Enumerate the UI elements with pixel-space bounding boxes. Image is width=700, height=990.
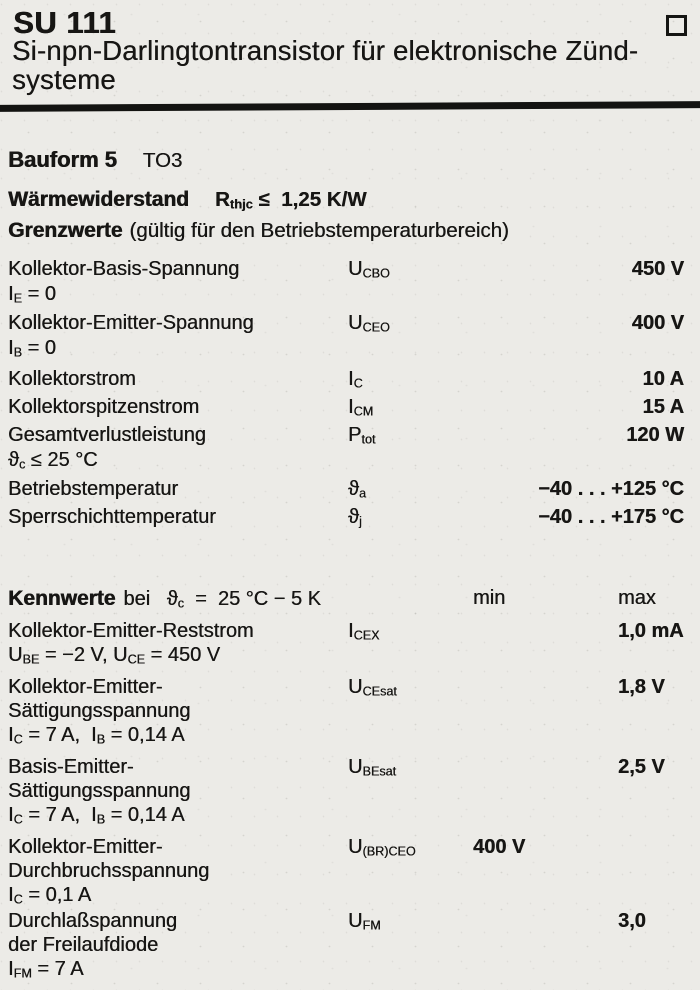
table-row <box>8 257 684 307</box>
column-header-min: min <box>473 587 506 609</box>
param-symbol: $I_{CM}$ <box>348 396 374 419</box>
param-value: 120 W <box>626 424 684 446</box>
param-label: Kollektor-Emitter- <box>8 676 163 698</box>
param-max-value: 3,0 <box>618 910 646 932</box>
param-label: Kollektor-Basis-Spannung <box>8 258 240 280</box>
thermal-resistance-line <box>8 188 684 212</box>
param-label: Sperrschichttemperatur <box>8 506 216 528</box>
param-min-value: 400 V <box>473 836 526 858</box>
param-label: der Freilaufdiode <box>8 934 159 956</box>
param-symbol: $ϑ_j$ <box>348 506 362 529</box>
kennwerte-condition: bei $ϑ_c = 25$ °C − 5 K <box>123 588 321 611</box>
device-description-line2: systeme <box>12 64 116 95</box>
param-condition: $I_E = 0$ <box>8 283 56 306</box>
param-value: −40 . . . +175 °C <box>538 506 684 528</box>
table-row <box>8 423 684 473</box>
param-value: 15 A <box>642 396 684 418</box>
table-row <box>8 505 684 530</box>
param-symbol: $U_{CEsat}$ <box>348 676 397 699</box>
param-symbol: $P_{tot}$ <box>348 424 376 447</box>
param-label: Betriebstemperatur <box>8 478 179 500</box>
param-label: Kollektor-Emitter- <box>8 836 163 858</box>
square-outline-icon <box>666 15 687 36</box>
package-value: TO3 <box>142 149 183 172</box>
param-label: Sättigungsspannung <box>8 780 191 802</box>
param-label: Kollektor-Emitter-Reststrom <box>8 620 254 642</box>
table-row <box>8 311 684 361</box>
param-label: Kollektor-Emitter-Spannung <box>8 312 254 334</box>
param-label: Sättigungsspannung <box>8 700 191 722</box>
device-description-line1: Si-npn-Darlingtontransistor für elektronische Zünd- <box>12 35 639 66</box>
table-row <box>8 835 684 907</box>
thermal-label: Wärmewiderstand <box>8 188 189 211</box>
header-divider <box>0 101 700 112</box>
table-row <box>8 367 684 392</box>
param-symbol: $U_{BEsat}$ <box>348 756 397 779</box>
table-row <box>8 477 684 502</box>
param-label: Durchbruchsspannung <box>8 860 210 882</box>
table-row <box>8 395 684 420</box>
param-symbol: $U_{CEO}$ <box>348 312 390 335</box>
param-value: 400 V <box>631 312 684 334</box>
param-label: Kollektorspitzenstrom <box>8 396 200 418</box>
column-header-max: max <box>618 587 656 609</box>
grenzwerte-note: (gültig für den Betriebstemperaturbereich) <box>129 219 509 242</box>
package-label: Bauform 5 <box>8 147 117 172</box>
param-condition: $I_B = 0$ <box>8 337 56 360</box>
param-symbol: $U_{CBO}$ <box>348 258 390 281</box>
grenzwerte-heading: Grenzwerte <box>8 219 123 242</box>
param-condition: $I_C = 7$ A, $I_B = 0,14$ A <box>8 804 185 827</box>
param-symbol: $ϑ_a$ <box>348 478 366 501</box>
param-label: Kollektorstrom <box>8 368 136 390</box>
kennwerte-heading: Kennwerte <box>8 587 116 610</box>
thermal-value: $R_{thjc} \le 1,25$ K/W <box>215 188 367 212</box>
param-symbol: $U_{(BR)CEO}$ <box>348 836 416 859</box>
section-heading-grenzwerte <box>8 219 684 243</box>
param-max-value: 1,0 mA <box>618 620 684 642</box>
param-value: 450 V <box>631 258 684 280</box>
param-max-value: 1,8 V <box>618 676 665 698</box>
param-condition: $U_{BE} = -2$ V, $U_{CE} = 450$ V <box>8 644 221 667</box>
param-symbol: $I_C$ <box>348 368 363 391</box>
package-line <box>8 147 684 173</box>
param-max-value: 2,5 V <box>618 756 665 778</box>
param-value: 10 A <box>642 368 684 390</box>
page-title: SU 111 <box>13 5 116 40</box>
table-row <box>8 619 684 667</box>
param-value: −40 . . . +125 °C <box>538 478 684 500</box>
table-row <box>8 675 684 747</box>
param-symbol: $U_{FM}$ <box>348 910 381 933</box>
param-condition: $ϑ_c \le 25$ °C <box>8 449 98 472</box>
table-row <box>8 909 684 981</box>
param-condition: $I_{FM} = 7$ A <box>8 958 84 981</box>
param-label: Basis-Emitter- <box>8 756 134 778</box>
param-symbol: $I_{CEX}$ <box>348 620 380 643</box>
param-condition: $I_C = 7$ A, $I_B = 0,14$ A <box>8 724 185 747</box>
param-condition: $I_C = 0,1$ A <box>8 884 92 907</box>
table-row <box>8 755 684 827</box>
param-label: Gesamtverlustleistung <box>8 424 206 446</box>
section-heading-kennwerte <box>8 586 684 612</box>
param-label: Durchlaßspannung <box>8 910 177 932</box>
